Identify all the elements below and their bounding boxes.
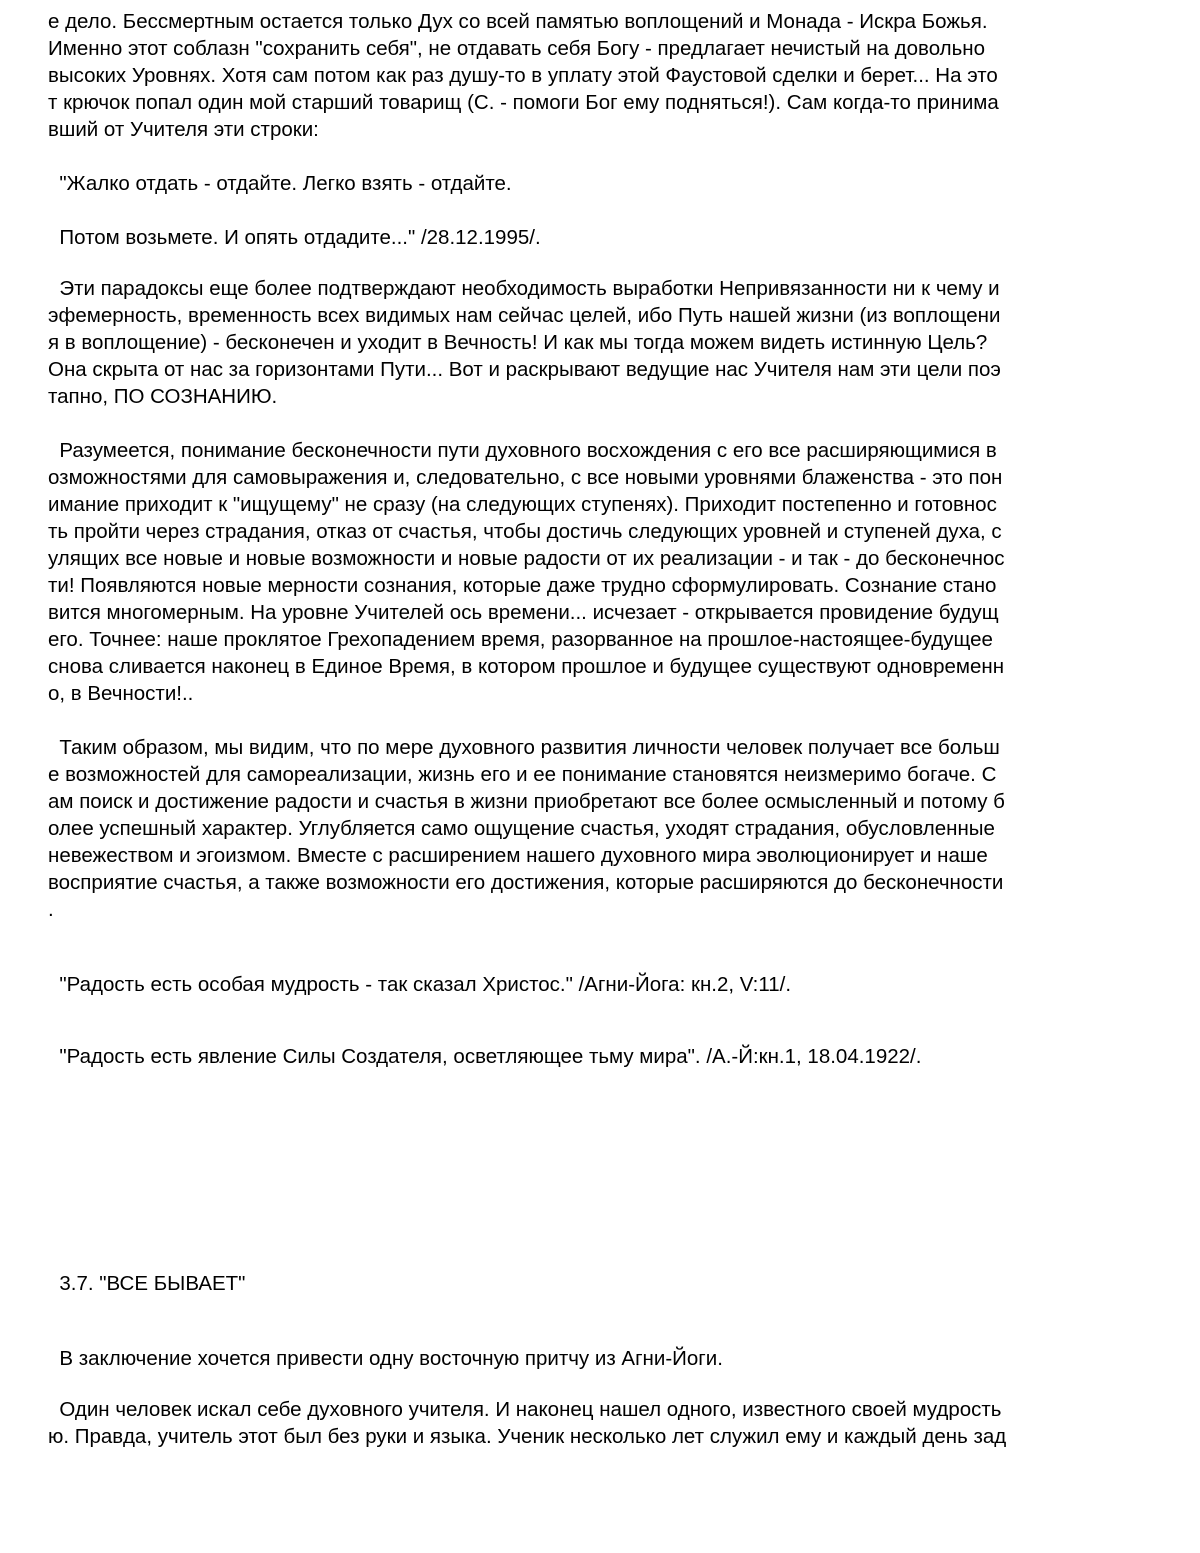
text-line: Один человек искал себе духовного учителя. И наконец нашел одного, известного своей мудрость xyxy=(48,1398,1002,1421)
quote-line: Потом возьмете. И опять отдадите..." /28.12.1995/. xyxy=(48,226,541,249)
section-heading: 3.7. "ВСЕ БЫВАЕТ" xyxy=(48,1272,246,1295)
quote-line: "Жалко отдать - отдайте. Легко взять - отдайте. xyxy=(48,172,512,195)
text-line: имание приходит к "ищущему" не сразу (на следующих ступенях). Приходит постепенно и готовнос xyxy=(48,493,997,516)
quote-line: "Радость есть явление Силы Создателя, осветляющее тьму мира". /А.-Й:кн.1, 18.04.1922/. xyxy=(48,1045,922,1068)
paragraph-infinity xyxy=(48,437,1168,707)
text-line: е дело. Бессмертным остается только Дух со всей памятью воплощений и Монада - Искра Божья. xyxy=(48,10,988,33)
paragraph-conclusion xyxy=(48,734,1168,923)
text-line: ти! Появляются новые мерности сознания, которые даже трудно сформулировать. Сознание стано xyxy=(48,574,997,597)
paragraph-faust xyxy=(48,8,1168,143)
text-line: ю. Правда, учитель этот был без руки и языка. Ученик несколько лет служил ему и каждый день зад xyxy=(48,1425,1007,1448)
text-line: его. Точнее: наше проклятое Грехопадением время, разорванное на прошлое-настоящее-будущее xyxy=(48,628,993,651)
paragraph-parable xyxy=(48,1396,1168,1450)
text-line: е возможностей для самореализации, жизнь его и ее понимание становятся неизмеримо богаче. С xyxy=(48,763,997,786)
text-line: Именно этот соблазн "сохранить себя", не отдавать себя Богу - предлагает нечистый на довольно xyxy=(48,37,986,60)
text-line: Таким образом, мы видим, что по мере духовного развития личности человек получает все больш xyxy=(48,736,1000,759)
text-line: улящих все новые и новые возможности и новые радости от их реализации - и так - до бесконечнос xyxy=(48,547,1005,570)
text-line: восприятие счастья, а также возможности его достижения, которые расширяются до бесконечности xyxy=(48,871,1004,894)
text-line: снова сливается наконец в Единое Время, в котором прошлое и будущее существуют одновременн xyxy=(48,655,1005,678)
text-line: высоких Уровнях. Хотя сам потом как раз душу-то в уплату этой Фаустовой сделки и берет... На это xyxy=(48,64,998,87)
text-line: В заключение хочется привести одну восточную притчу из Агни-Йоги. xyxy=(48,1347,723,1370)
text-line: Эти парадоксы еще более подтверждают необходимость выработки Непривязанности ни к чему и xyxy=(48,277,1000,300)
text-line: ам поиск и достижение радости и счастья в жизни приобретают все более осмысленный и потому б xyxy=(48,790,1005,813)
text-line: ть пройти через страдания, отказ от счастья, чтобы достичь следующих уровней и ступеней духа, с xyxy=(48,520,1002,543)
text-line: я в воплощение) - бесконечен и уходит в Вечность! И как мы тогда можем видеть истинную Цель? xyxy=(48,331,988,354)
text-line: олее успешный характер. Углубляется само ощущение счастья, уходят страдания, обусловленные xyxy=(48,817,995,840)
text-line: . xyxy=(48,898,54,921)
text-line: вится многомерным. На уровне Учителей ось времени... исчезает - открывается провидение будущ xyxy=(48,601,999,624)
text-line: Разумеется, понимание бесконечности пути духовного восхождения с его все расширяющимися в xyxy=(48,439,997,462)
text-line: невежеством и эгоизмом. Вместе с расширением нашего духовного мира эволюционирует и наше xyxy=(48,844,988,867)
text-line: о, в Вечности!.. xyxy=(48,682,194,705)
text-line: вший от Учителя эти строки: xyxy=(48,118,319,141)
document-page xyxy=(48,8,1168,1450)
text-line: эфемерность, временность всех видимых нам сейчас целей, ибо Путь нашей жизни (из воплощени xyxy=(48,304,1001,327)
quote-line: "Радость есть особая мудрость - так сказал Христос." /Агни-Йога: кн.2, V:11/. xyxy=(48,973,792,996)
text-line: т крючок попал один мой старший товарищ (С. - помоги Бог ему подняться!). Сам когда-то принима xyxy=(48,91,999,114)
text-line: Она скрыта от нас за горизонтами Пути... Вот и раскрывают ведущие нас Учителя нам эти цели поэ xyxy=(48,358,1001,381)
text-line: тапно, ПО СОЗНАНИЮ. xyxy=(48,385,278,408)
text-line: озможностями для самовыражения и, следовательно, с все новыми уровнями блаженства - это пон xyxy=(48,466,1003,489)
paragraph-paradoxes xyxy=(48,275,1168,410)
